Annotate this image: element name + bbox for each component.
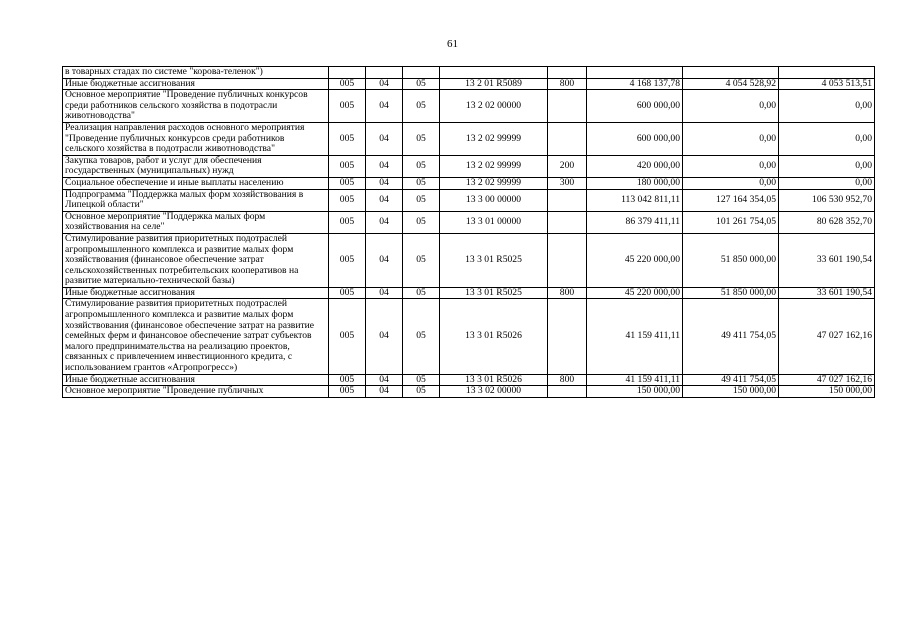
row-rz-cell: 04 [366,189,403,211]
row-sum-2-cell: 0,00 [683,90,779,123]
row-rz-cell: 04 [366,233,403,287]
row-name-cell: Стимулирование развития приоритетных подотраслей агропромышленного комплекса и развитие малых форм хозяйствования (финансовое обеспечение затрат на развитие семейных ферм и финансовое обеспечение затрат субъектов малого предпринимательства на реализацию проектов, связанных с привлечением инвестиционного кредита, с использованием грантов «Агропрогресс») [63,299,329,374]
row-vr-cell [548,211,587,233]
row-vr-cell: 200 [548,155,587,177]
row-name-cell: Закупка товаров, работ и услуг для обеспечения государственных (муниципальных) нужд [63,155,329,177]
row-pr-cell: 05 [403,211,440,233]
row-sum-1-cell: 150 000,00 [587,386,683,398]
row-pr-cell [403,67,440,79]
row-name-cell: Основное мероприятие "Поддержка малых форм хозяйствования на селе" [63,211,329,233]
page-number: 61 [447,38,458,50]
table-body [63,67,875,398]
row-csr-cell: 13 2 01 R5089 [440,78,548,90]
row-gr-cell: 005 [329,189,366,211]
row-sum-1-cell: 41 159 411,11 [587,374,683,386]
row-sum-1-cell: 4 168 137,78 [587,78,683,90]
table-row [63,90,875,123]
row-csr-cell [440,67,548,79]
row-rz-cell: 04 [366,386,403,398]
row-pr-cell: 05 [403,233,440,287]
row-sum-2-cell: 150 000,00 [683,386,779,398]
row-sum-1-cell [587,67,683,79]
row-gr-cell: 005 [329,155,366,177]
row-name-cell: Основное мероприятие "Проведение публичных [63,386,329,398]
row-sum-2-cell: 0,00 [683,122,779,155]
row-rz-cell: 04 [366,90,403,123]
row-sum-3-cell: 0,00 [779,177,875,189]
row-gr-cell: 005 [329,386,366,398]
row-vr-cell [548,122,587,155]
row-name-cell: в товарных стадах по системе "корова-теленок") [63,67,329,79]
row-gr-cell: 005 [329,374,366,386]
row-sum-3-cell: 4 053 513,51 [779,78,875,90]
row-sum-2-cell: 51 850 000,00 [683,233,779,287]
row-gr-cell: 005 [329,287,366,299]
table-row [63,374,875,386]
row-csr-cell: 13 3 01 R5025 [440,287,548,299]
row-csr-cell: 13 3 02 00000 [440,386,548,398]
row-name-cell: Социальное обеспечение и иные выплаты населению [63,177,329,189]
row-csr-cell: 13 2 02 99999 [440,155,548,177]
row-sum-3-cell: 33 601 190,54 [779,287,875,299]
row-sum-3-cell [779,67,875,79]
row-csr-cell: 13 3 01 R5025 [440,233,548,287]
row-sum-2-cell: 0,00 [683,177,779,189]
table-row [63,287,875,299]
row-rz-cell: 04 [366,177,403,189]
row-vr-cell [548,233,587,287]
row-sum-1-cell: 420 000,00 [587,155,683,177]
row-pr-cell: 05 [403,189,440,211]
row-sum-1-cell: 600 000,00 [587,90,683,123]
row-pr-cell: 05 [403,90,440,123]
row-csr-cell: 13 3 01 R5026 [440,374,548,386]
row-vr-cell [548,386,587,398]
row-name-cell: Иные бюджетные ассигнования [63,287,329,299]
row-sum-3-cell: 47 027 162,16 [779,374,875,386]
row-gr-cell: 005 [329,122,366,155]
row-sum-3-cell: 47 027 162,16 [779,299,875,374]
row-sum-3-cell: 106 530 952,70 [779,189,875,211]
row-pr-cell: 05 [403,122,440,155]
row-sum-2-cell: 51 850 000,00 [683,287,779,299]
budget-table [62,66,875,398]
row-csr-cell: 13 3 00 00000 [440,189,548,211]
row-rz-cell: 04 [366,299,403,374]
row-sum-2-cell: 0,00 [683,155,779,177]
row-sum-1-cell: 180 000,00 [587,177,683,189]
row-sum-1-cell: 86 379 411,11 [587,211,683,233]
table-row [63,211,875,233]
row-rz-cell: 04 [366,211,403,233]
row-pr-cell: 05 [403,386,440,398]
row-csr-cell: 13 3 01 R5026 [440,299,548,374]
row-csr-cell: 13 2 02 99999 [440,177,548,189]
row-sum-2-cell [683,67,779,79]
row-sum-3-cell: 0,00 [779,155,875,177]
row-rz-cell: 04 [366,122,403,155]
row-sum-3-cell: 0,00 [779,90,875,123]
table-row [63,67,875,79]
table-row [63,189,875,211]
row-vr-cell [548,189,587,211]
row-csr-cell: 13 3 01 00000 [440,211,548,233]
row-sum-1-cell: 113 042 811,11 [587,189,683,211]
row-pr-cell: 05 [403,299,440,374]
row-sum-2-cell: 49 411 754,05 [683,299,779,374]
row-sum-1-cell: 45 220 000,00 [587,233,683,287]
row-vr-cell: 800 [548,78,587,90]
row-gr-cell: 005 [329,211,366,233]
row-vr-cell [548,67,587,79]
row-sum-2-cell: 127 164 354,05 [683,189,779,211]
row-rz-cell [366,67,403,79]
row-sum-2-cell: 4 054 528,92 [683,78,779,90]
row-rz-cell: 04 [366,155,403,177]
row-rz-cell: 04 [366,374,403,386]
row-sum-3-cell: 0,00 [779,122,875,155]
row-sum-3-cell: 33 601 190,54 [779,233,875,287]
row-gr-cell: 005 [329,177,366,189]
row-gr-cell [329,67,366,79]
table-row [63,78,875,90]
row-rz-cell: 04 [366,78,403,90]
table-row [63,122,875,155]
row-name-cell: Подпрограмма "Поддержка малых форм хозяйствования в Липецкой области" [63,189,329,211]
row-sum-1-cell: 600 000,00 [587,122,683,155]
row-vr-cell: 800 [548,374,587,386]
table-row [63,233,875,287]
row-gr-cell: 005 [329,233,366,287]
row-vr-cell: 800 [548,287,587,299]
row-sum-3-cell: 150 000,00 [779,386,875,398]
row-pr-cell: 05 [403,155,440,177]
row-gr-cell: 005 [329,299,366,374]
row-name-cell: Иные бюджетные ассигнования [63,374,329,386]
table-row [63,386,875,398]
row-pr-cell: 05 [403,374,440,386]
row-pr-cell: 05 [403,177,440,189]
row-sum-1-cell: 45 220 000,00 [587,287,683,299]
row-vr-cell: 300 [548,177,587,189]
row-vr-cell [548,90,587,123]
row-rz-cell: 04 [366,287,403,299]
row-sum-2-cell: 101 261 754,05 [683,211,779,233]
row-csr-cell: 13 2 02 99999 [440,122,548,155]
row-sum-2-cell: 49 411 754,05 [683,374,779,386]
row-sum-1-cell: 41 159 411,11 [587,299,683,374]
row-name-cell: Иные бюджетные ассигнования [63,78,329,90]
row-gr-cell: 005 [329,90,366,123]
row-csr-cell: 13 2 02 00000 [440,90,548,123]
row-sum-3-cell: 80 628 352,70 [779,211,875,233]
table-row [63,177,875,189]
row-name-cell: Стимулирование развития приоритетных подотраслей агропромышленного комплекса и развитие малых форм хозяйствования (финансовое обеспечение затрат сельскохозяйственных потребительских кооперативов на развитие материально-технической базы) [63,233,329,287]
row-gr-cell: 005 [329,78,366,90]
table-row [63,155,875,177]
row-vr-cell [548,299,587,374]
row-name-cell: Основное мероприятие "Проведение публичных конкурсов среди работников сельского хозяйства в подотрасли животноводства" [63,90,329,123]
table-row [63,299,875,374]
row-pr-cell: 05 [403,287,440,299]
row-name-cell: Реализация направления расходов основного мероприятия "Проведение публичных конкурсов среди работников сельского хозяйства в подотрасли животноводства" [63,122,329,155]
row-pr-cell: 05 [403,78,440,90]
